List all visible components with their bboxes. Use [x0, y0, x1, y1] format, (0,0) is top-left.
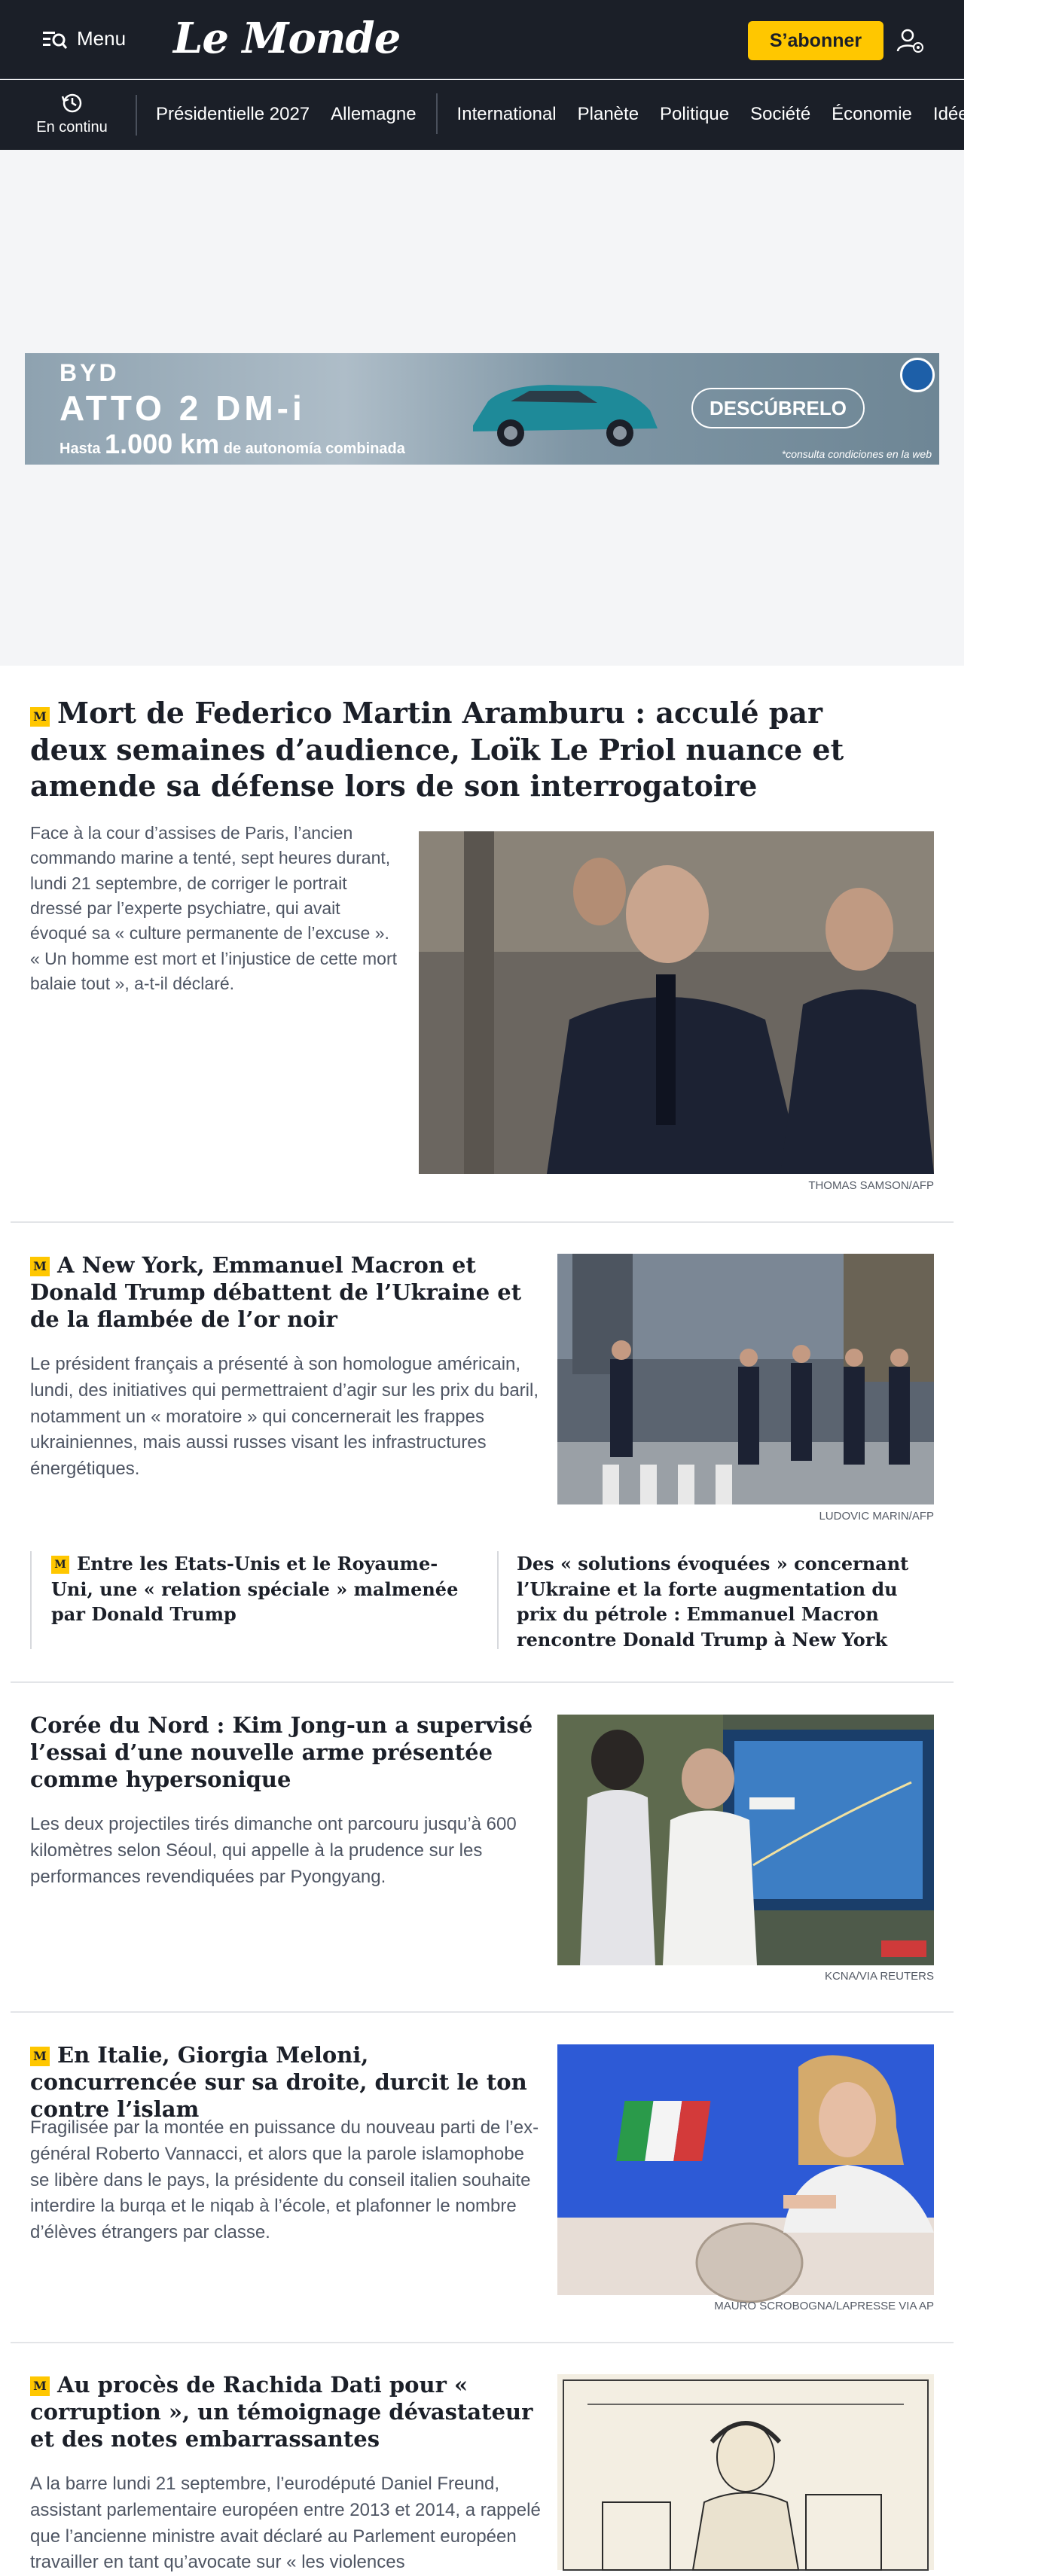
ad-tag-suffix: de autonomía combinada: [223, 441, 405, 457]
article-description: A la barre lundi 21 septembre, l’eurodéputé Daniel Freund, assistant parlementaire européen entre 2013 et 2014, a rappelé que l’ancienne ministre avait déclaré au Parlement européen travailler en tant qu’avocate sur « les violences: [30, 2474, 541, 2573]
premium-badge-icon: M: [30, 1257, 50, 1276]
article-title-text: Au procès de Rachida Dati pour « corruption », un témoignage dévastateur et des notes embarrassantes: [30, 2372, 533, 2452]
ad-cta-button[interactable]: DESCÚBRELO: [691, 388, 865, 428]
divider: [11, 1681, 954, 1683]
article-title-text: En Italie, Giorgia Meloni, concurrencée sur sa droite, durcit le ton contre l’islam: [30, 2042, 527, 2122]
article-photo[interactable]: [557, 2044, 934, 2295]
article-title[interactable]: [30, 1252, 542, 1334]
menu-search-icon: [42, 28, 68, 50]
related-divider: [497, 1551, 499, 1649]
article-description: Fragilisée par la montée en puissance du nouveau parti de l’ex-général Roberto Vannacci, et alors que la parole islamophobe se libère dans le pays, la présidente du conseil italien souhaite interdire la burqa et le niqab à l’école, et plafonner le nombre d’élèves étrangers par classe.: [30, 2117, 539, 2243]
article-photo[interactable]: [557, 1715, 934, 1965]
article-photo[interactable]: [419, 831, 934, 1174]
nav-divider: [436, 93, 438, 134]
nav-item-politique[interactable]: Politique: [660, 104, 730, 124]
ad-disclaimer: *consulta condiciones en la web: [781, 448, 932, 460]
premium-badge-icon: M: [51, 1556, 69, 1574]
article-illustration[interactable]: [557, 2374, 934, 2570]
nav-item-culture[interactable]: Cultu: [998, 104, 1041, 124]
menu-label: Menu: [77, 27, 127, 50]
photo-credit: THOMAS SAMSON/AFP: [808, 1179, 934, 1192]
article-description: Les deux projectiles tirés dimanche ont parcouru jusqu’à 600 kilomètres selon Séoul, qui appelle à la prudence sur les performances revendiquées par Pyongyang.: [30, 1814, 517, 1887]
divider: [11, 1221, 954, 1223]
nav-item-presidentielle[interactable]: Présidentielle 2027: [156, 104, 310, 124]
article-title-text: A New York, Emmanuel Macron et Donald Trump débattent de l’Ukraine et de la flambée de l’or noir: [30, 1252, 522, 1332]
subscribe-button[interactable]: S’abonner: [748, 21, 883, 60]
article-description: Face à la cour d’assises de Paris, l’ancien commando marine a tenté, sept heures durant, lundi 21 septembre, de corriger le portrait dressé par l’experte psychiatre, qui avait évoqué sa « culture permanente de l’excuse ». « Un homme est mort et l’injustice de cette mort balaie tout », a-t-il déclaré.: [30, 823, 398, 994]
premium-badge-icon: M: [30, 2376, 50, 2396]
ad-tagline: [60, 428, 405, 460]
nav-items: [156, 104, 1062, 134]
related-title: Entre les Etats-Unis et le Royaume-Uni, une « relation spéciale » malmenée par Donald Trump: [51, 1553, 459, 1626]
ad-model: ATTO 2 DM-i: [60, 389, 306, 428]
clock-history-icon: [61, 92, 84, 114]
article-title-text: Mort de Federico Martin Aramburu : acculé par deux semaines d’audience, Loïk Le Priol nuance et amende sa défense lors de son interrogatoire: [30, 696, 844, 803]
divider: [11, 2342, 954, 2343]
en-continu-label: En continu: [36, 119, 108, 136]
site-header: [0, 0, 964, 79]
car-illustration: [458, 364, 669, 454]
ad-brand: BYD: [60, 359, 120, 386]
nav-item-idees[interactable]: Idées: [932, 104, 978, 124]
photo-credit: KCNA/VIA REUTERS: [824, 1970, 934, 1983]
photo-credit: LUDOVIC MARIN/AFP: [819, 1510, 934, 1523]
related-divider: [30, 1551, 32, 1649]
nav-item-planete[interactable]: Planète: [577, 104, 639, 124]
article-title[interactable]: Corée du Nord : Kim Jong-un a supervisé l’essai d’une nouvelle arme présentée comme hypersonique: [30, 1712, 533, 1792]
nav-item-economie[interactable]: Économie: [832, 104, 912, 124]
menu-button[interactable]: [42, 27, 126, 50]
article-title[interactable]: [30, 695, 904, 805]
premium-badge-icon: M: [30, 2047, 50, 2066]
nav-item-international[interactable]: International: [456, 104, 557, 124]
ad-tag-value: 1.000 km: [105, 428, 220, 459]
premium-badge-icon: M: [30, 707, 50, 727]
byd-ad-banner[interactable]: [25, 353, 939, 465]
nav-divider: [136, 95, 137, 136]
article-title[interactable]: [30, 2042, 542, 2123]
divider: [11, 2011, 954, 2013]
article-description: Le président français a présenté à son homologue américain, lundi, des initiatives qui permettraient d’agir sur les prix du baril, notamment un « moratoire » qui concernerait les frappes ukrainiennes, mais aussi russes visant les infrastructures énergétiques.: [30, 1354, 539, 1480]
related-article-link[interactable]: Des « solutions évoquées » concernant l’Ukraine et la forte augmentation du prix du pétrole : Emmanuel Macron rencontre Donald Trump à New York: [517, 1553, 909, 1651]
le-monde-logo[interactable]: Le Monde: [173, 14, 401, 63]
section-nav: [0, 80, 1041, 150]
account-icon[interactable]: [896, 27, 923, 54]
en-continu-link[interactable]: [36, 92, 108, 136]
ad-tag-prefix: Hasta: [60, 441, 101, 457]
ad-choices-icon[interactable]: [900, 358, 935, 392]
nav-item-allemagne[interactable]: Allemagne: [331, 104, 417, 124]
ad-zone: [0, 150, 964, 666]
article-title[interactable]: [30, 2372, 542, 2453]
photo-credit: MAURO SCROBOGNA/LAPRESSE VIA AP: [714, 2300, 934, 2312]
article-photo[interactable]: [557, 1254, 934, 1504]
nav-item-societe[interactable]: Société: [750, 104, 811, 124]
related-article-link[interactable]: [51, 1551, 473, 1627]
